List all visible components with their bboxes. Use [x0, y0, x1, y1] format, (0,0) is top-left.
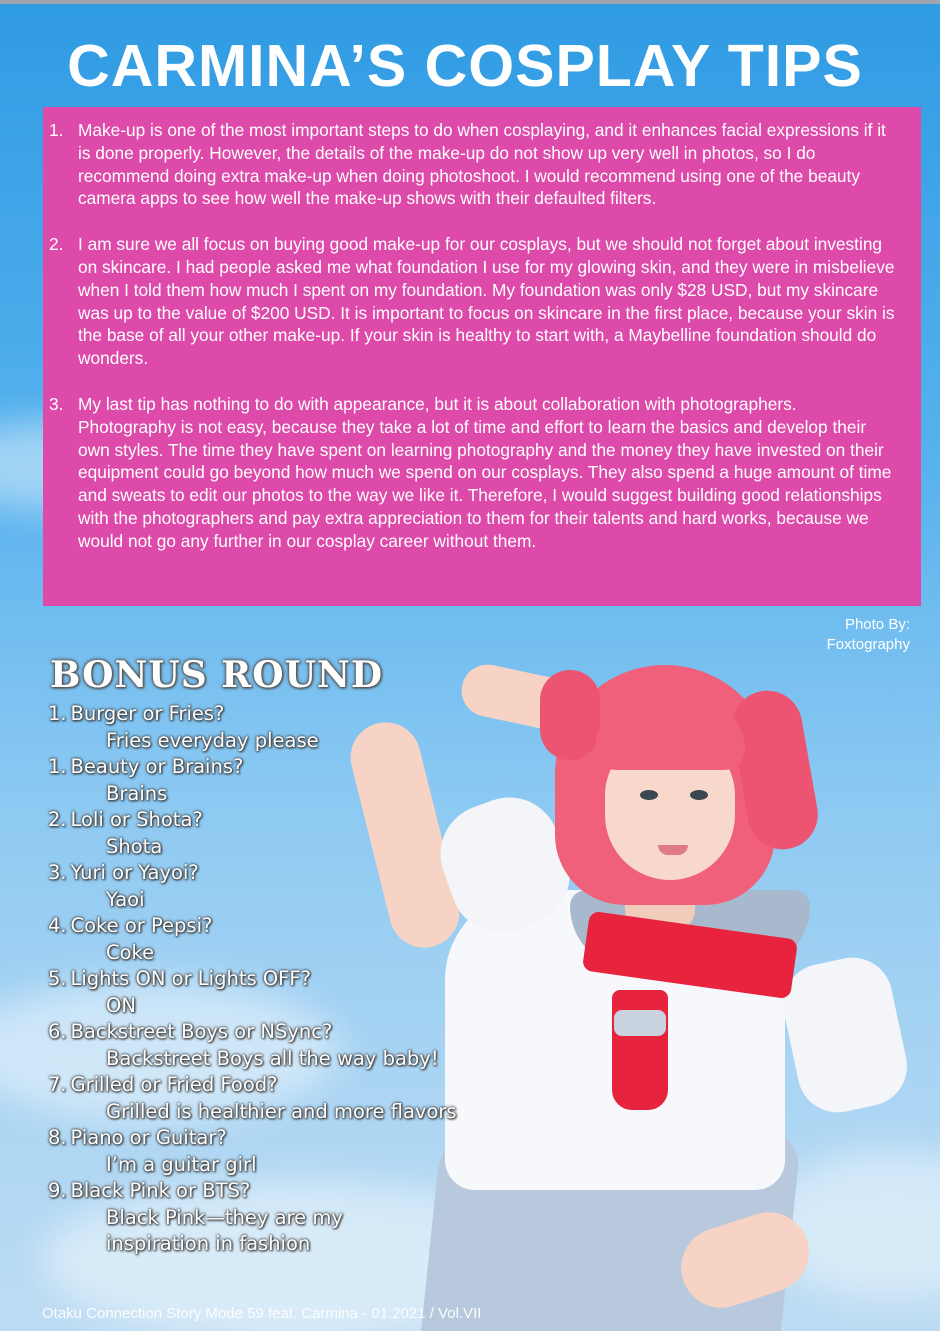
scarf-tie — [612, 990, 668, 1110]
bonus-answer-continued: inspiration in fashion — [106, 1232, 311, 1255]
footer-issue-info: Otaku Connection Story Mode 59 feat. Carmina - 01.2021 / Vol.VII — [42, 1305, 482, 1322]
bonus-question: 5. Lights ON or Lights OFF? — [48, 967, 311, 990]
eye — [640, 790, 658, 800]
bonus-answer: Black Pink—they are my — [106, 1205, 343, 1229]
bonus-item — [48, 701, 457, 754]
bonus-item — [48, 807, 457, 860]
photo-credit-name: Foxtography — [826, 636, 910, 653]
tip-text: I am sure we all focus on buying good make-up for our cosplays, but we should not forget about investing on skincare. I had people asked me what foundation I use for my glowing skin, and they were in misbelieve when I told them how much I spent on my foundation. My foundation was only $28 USD, but my skincare was up to the value of $200 USD. It is important to focus on skincare in the first place, because your skin is the base of all your other make-up. If your skin is healthy to start with, a Maybelline foundation should do wonders. — [78, 234, 895, 369]
bonus-answer: Grilled is healthier and more flavors — [106, 1099, 457, 1123]
scarf-ring — [614, 1010, 666, 1036]
bonus-item — [48, 966, 457, 1019]
bonus-item — [48, 1072, 457, 1125]
bonus-answer: I’m a guitar girl — [106, 1152, 257, 1176]
bonus-item — [48, 913, 457, 966]
bangs — [595, 700, 745, 770]
bonus-list — [48, 701, 457, 1258]
bonus-item — [48, 1178, 457, 1258]
tip-item — [43, 393, 896, 553]
page-title: CARMINA’S COSPLAY TIPS — [67, 33, 863, 99]
bonus-item — [48, 754, 457, 807]
eye — [690, 790, 708, 800]
bonus-answer: ON — [106, 993, 136, 1017]
tips-list — [43, 119, 921, 576]
bonus-answer: Shota — [106, 834, 163, 858]
tip-text: My last tip has nothing to do with appearance, but it is about collaboration with photographers. Photography is not easy, because they take a lot of time and effort to learn the basics and develop their own styles. The time they have spent on learning photography and the money they have invested on their equipment could go beyond how much we spend on our cosplays. They also spend a huge amount of time and sweats to edit our photos to the way we like it. Therefore, I would suggest building good relationships with the photographers and pay extra appreciation to them for their talents and hard works, because we would not go any further in our cosplay career without them. — [78, 393, 892, 551]
photo-credit — [710, 615, 910, 655]
bonus-question: 9. Black Pink or BTS? — [48, 1179, 251, 1202]
bonus-question: 7. Grilled or Fried Food? — [48, 1073, 278, 1096]
bonus-question: 1. Beauty or Brains? — [48, 755, 244, 778]
bonus-question: 3. Yuri or Yayoi? — [48, 861, 199, 884]
tip-number: 1. — [49, 120, 64, 140]
bonus-answer: Fries everyday please — [106, 728, 319, 752]
top-border — [0, 0, 940, 4]
tip-item — [43, 119, 896, 210]
bonus-item — [48, 1019, 457, 1072]
bonus-answer: Backstreet Boys all the way baby! — [106, 1046, 439, 1070]
tip-number: 3. — [49, 393, 64, 414]
bonus-item — [48, 860, 457, 913]
bonus-round-title: BONUS ROUND — [50, 654, 384, 696]
photo-credit-label: Photo By: — [844, 616, 910, 633]
right-sleeve — [776, 950, 915, 1120]
bonus-answer: Yaoi — [106, 887, 145, 911]
tip-item — [43, 233, 896, 370]
bonus-answer: Coke — [106, 940, 155, 964]
tip-number: 2. — [49, 234, 64, 255]
bonus-question: 6. Backstreet Boys or NSync? — [48, 1020, 333, 1043]
bonus-answer: Brains — [106, 781, 168, 805]
bonus-question: 4. Coke or Pepsi? — [48, 914, 213, 937]
bonus-question: 2. Loli or Shota? — [48, 808, 203, 831]
tip-text: Make-up is one of the most important steps to do when cosplaying, and it enhances facial expressions if it is done properly. However, the details of the make-up do not show up very well in photos, so I do recommend doing extra make-up when doing photoshoot. I would recommend using one of the beauty camera apps to see how well the make-up shows with their defaulted filters. — [78, 120, 886, 209]
bonus-item — [48, 1125, 457, 1178]
bonus-question: 1. Burger or Fries? — [48, 702, 225, 725]
bonus-question: 8. Piano or Guitar? — [48, 1126, 227, 1149]
pigtail-left — [540, 670, 600, 760]
tips-panel — [43, 107, 921, 606]
